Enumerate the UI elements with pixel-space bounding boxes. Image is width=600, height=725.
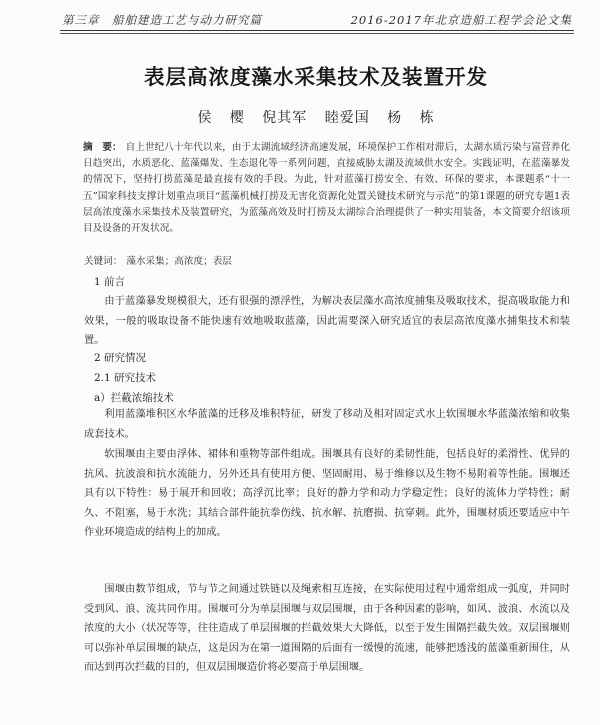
header-rule (60, 30, 574, 31)
subsection-a-paragraph: 利用蓝藻堆积区水华蓝藻的迁移及堆积特征，研发了移动及相对固定式水上软围堰水华蓝藻浓缩和收集成套技术。 (84, 409, 570, 440)
paper-title: 表层高浓度藻水采集技术及装置开发 (144, 65, 488, 89)
running-head-proceedings: 2016-2017年北京造船工程学会论文集 (350, 13, 572, 27)
section-1-heading: 1 前言 (94, 276, 126, 288)
abstract-text: 自上世纪八十年代以来，由于太湖流域经济高速发展，环境保护工作相对滞后，太湖水质污染与富营养化日趋突出，水质恶化、蓝藻爆发、生态退化等一系列问题，直接威胁太湖及流域供水安全。实践证明，在蓝藻暴发的情况下，坚持打捞蓝藻是最直接有效的手段。为此，针对蓝藻打捞安全、有效、环保的要求，本课题系“十一五”国家科技支撑计划重点项目“蓝藻机械打捞及无害化资源化处置关键技术研究与示范”的第1课题的研究专题1表层高浓度藻水采集技术及装置研究，为蓝藻高效及时打捞及太湖综合治理提供了一种实用装备，本文简要介绍该项目及设备的开发状况。 (83, 142, 571, 235)
paragraph-soft-boom: 软围堰由主要由浮体、裙体和重物等部件组成。围堰具有良好的柔韧性能，包括良好的柔滑性、优异的抗风、抗波浪和抗水流能力，另外还具有使用方便、坚固耐用、易于维修以及生物不易附着等性能。围堰还具有以下特性：易于展开和回收；高浮沉比率；良好的静力学和动力学稳定性；良好的流体力学特性；耐久、不阻塞，易于水洗；其结合部件能抗拳伤线、抗水解、抗磨损、抗穿刺。此外，围堰材质还要适应中午作业环境造成的结构上的加成。 (84, 449, 570, 538)
section-2-heading: 2 研究情况 (94, 352, 147, 364)
abstract (83, 140, 570, 237)
keywords-text: 藻水采集；高浓度；表层 (126, 256, 232, 267)
section-1-paragraph: 由于蓝藻暴发规模很大，还有很强的漂浮性，为解决表层藻水高浓度捕集及吸取技术，提高吸取能力和效果，一般的吸取设备不能快速有效地吸取蓝藻，因此需要深入研究适宜的表层高浓度藻水捕集技术和装置。 (84, 296, 570, 346)
keywords (84, 253, 570, 267)
subsection-a-heading: a）拦截浓缩技术 (94, 392, 174, 404)
header-rule-thin (60, 33, 574, 34)
running-head-chapter: 第三章 船舶建造工艺与动力研究篇 (62, 13, 262, 27)
paragraph-boom-structure: 围堰由数节组成，节与节之间通过铁链以及绳索相互连接，在实际使用过程中通常组成一弧度，并同时受到风、浪、流共同作用。围堰可分为单层围堰与双层围堰，由于各种因素的影响，如风、波浪、水流以及浓度的大小（状况等等，往往造成了单层围堰的拦截效果大大降低，以至于发生围隔拦截失效。双层围堰则可以弥补单层围堰的缺点，这是因为在第一道围隔的后面有一缓慢的流速，能够把透浅的蓝藻重新围住，从而达到再次拦截的目的，但双层围堰造价将必要高于单层围堰。 (84, 584, 570, 673)
keywords-label: 关键词： (84, 256, 123, 267)
section-2-1-heading: 2.1 研究技术 (94, 372, 157, 384)
running-head (62, 8, 572, 28)
authors: 侯 樱 倪其军 睦爱国 杨 栋 (197, 110, 435, 126)
abstract-label: 摘 要： (83, 142, 122, 153)
